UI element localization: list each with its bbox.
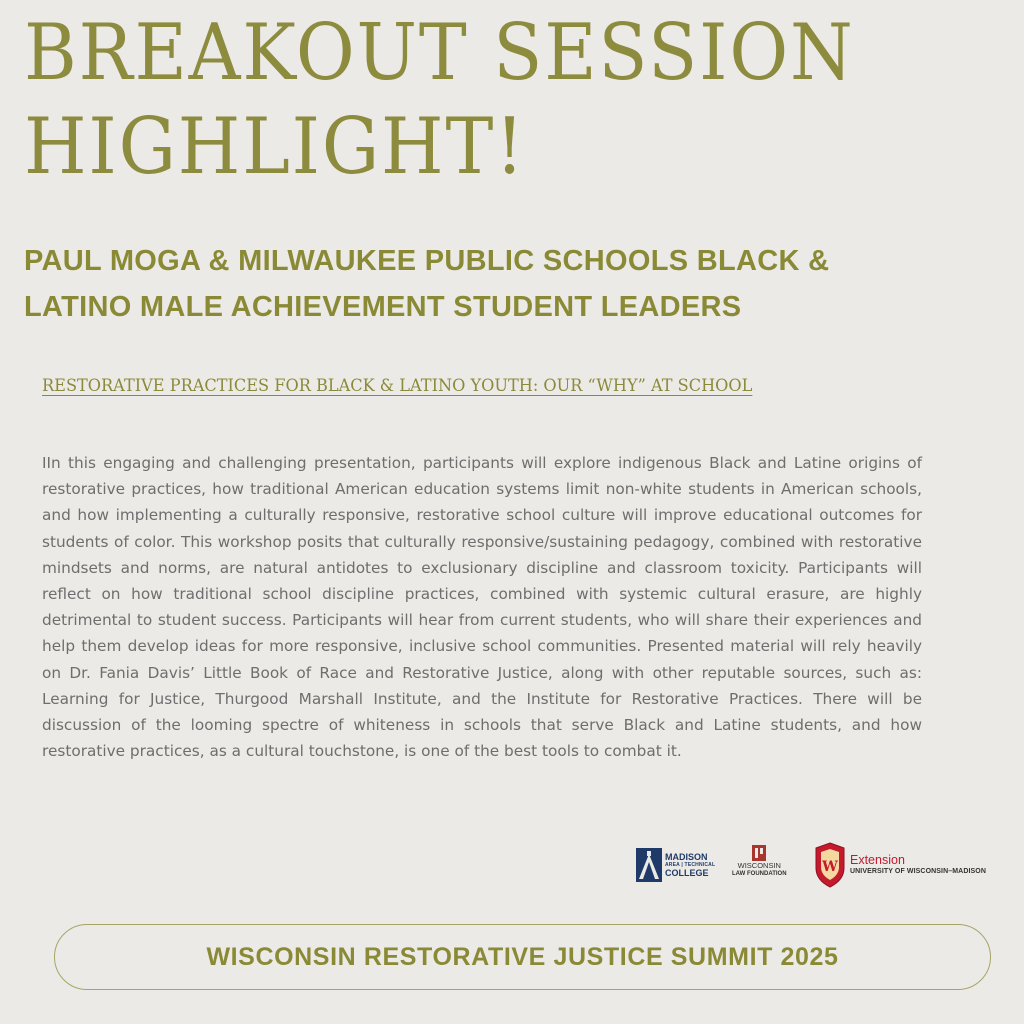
uw-extension-label: Extension (850, 853, 905, 867)
sponsor-logos (636, 842, 996, 892)
session-title-link[interactable]: RESTORATIVE PRACTICES FOR BLACK & LATINO YOUTH: OUR “WHY” AT SCHOOL (42, 376, 753, 396)
page-title (24, 6, 926, 194)
svg-text:W: W (822, 859, 838, 875)
uw-extension-logo (814, 842, 986, 888)
presenters-line-2: LATINO MALE ACHIEVEMENT STUDENT LEADERS (24, 291, 742, 323)
madison-line-1: MADISON (665, 852, 708, 862)
madison-line-3: COLLEGE (665, 868, 709, 878)
madison-college-icon (636, 848, 662, 882)
uw-crest-icon (814, 842, 846, 888)
summit-banner (54, 924, 991, 990)
session-description: IIn this engaging and challenging presentation, participants will explore indigenous Black and Latine origins of restorative practices, how traditional American education systems limit non-white students in American schools, and how implementing a culturally responsive, restorative school culture will improve educational outcomes for students of color. This workshop posits that culturally responsive/sustaining pedagogy, combined with restorative mindsets and norms, are natural antidotes to exclusionary discipline and classroom toxicity. Participants will reflect on how traditional school discipline practices, combined with systemic cultural erasure, are highly detrimental to student success. Participants will hear from current students, who will share their experiences and help them develop ideas for more responsive, inclusive school communities. Presented material will rely heavily on Dr. Fania Davis’ Little Book of Race and Restorative Justice, along with other reputable sources, such as: Learning for Justice, Thurgood Marshall Institute, and the Institute for Restorative Practices. There will be discussion of the looming spectre of whiteness in schools that serve Black and Latine students, and how restorative practices, as a cultural touchstone, is one of the best tools to combat it. (42, 454, 922, 761)
madison-college-logo (636, 848, 715, 882)
wlf-line-2: LAW FOUNDATION (732, 871, 787, 877)
presenters-heading (24, 238, 984, 330)
title-line-1: BREAKOUT SESSION (24, 8, 855, 98)
wisconsin-law-foundation-logo (732, 844, 787, 878)
title-line-2: HIGHLIGHT! (24, 102, 526, 192)
summit-label: WISCONSIN RESTORATIVE JUSTICE SUMMIT 2025 (206, 942, 839, 971)
uw-university-label: UNIVERSITY OF WISCONSIN–MADISON (850, 868, 986, 875)
presenters-line-1: PAUL MOGA & MILWAUKEE PUBLIC SCHOOLS BLACK & (24, 245, 830, 277)
wlf-icon (750, 844, 768, 862)
madison-line-2: AREA | TECHNICAL (665, 862, 716, 868)
wlf-line-1: WISCONSIN (737, 861, 781, 870)
